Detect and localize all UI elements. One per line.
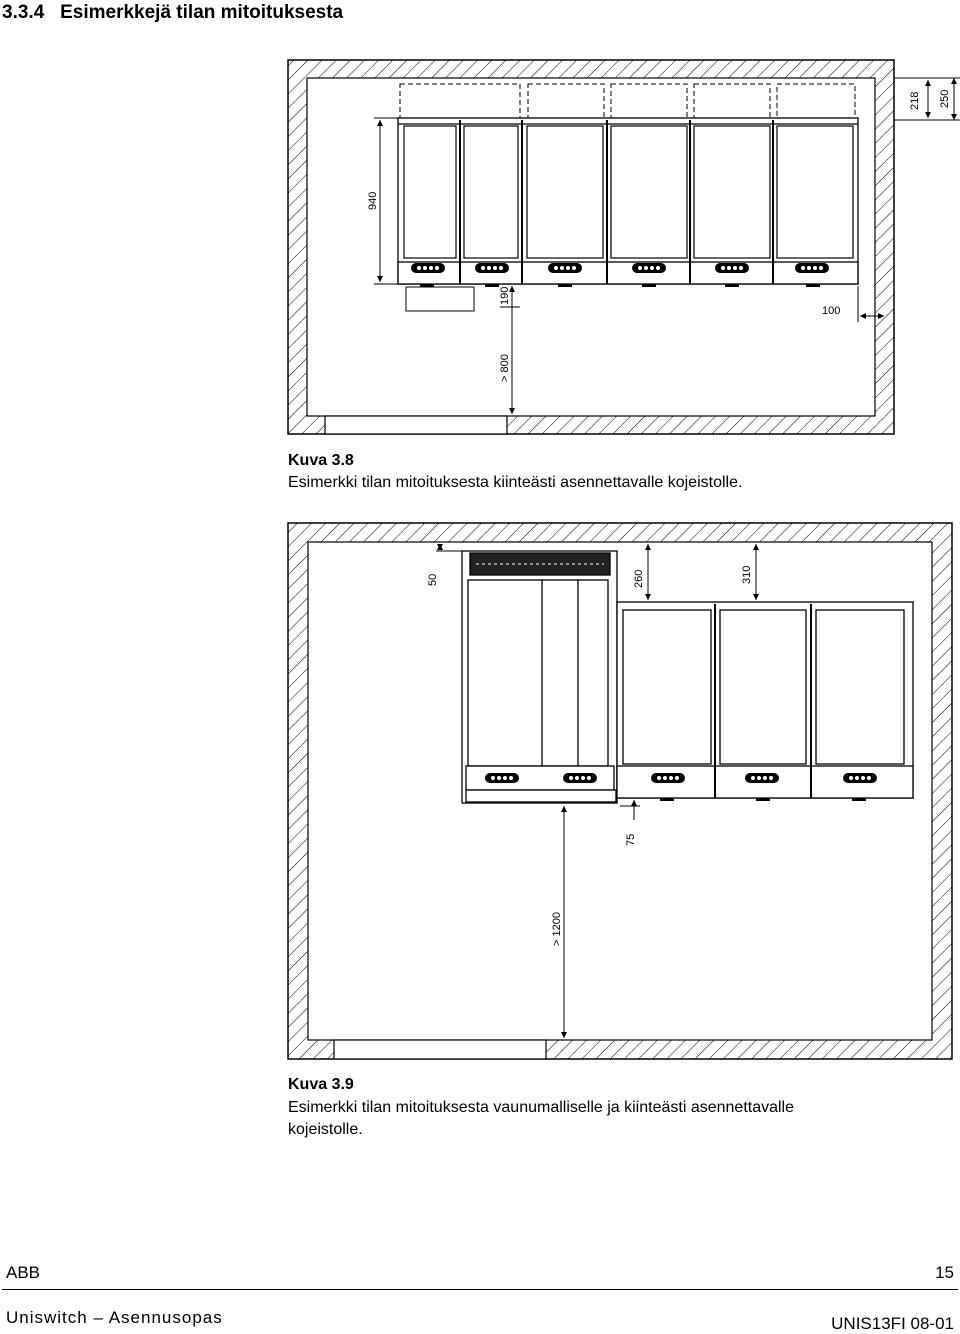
section-number: 3.3.4 <box>2 2 45 23</box>
dim-50: 50 <box>427 573 439 586</box>
figure-3-9-caption-line-1: Esimerkki tilan mitoituksesta vaunumalliselle ja kiinteästi asennettavalle <box>288 1099 795 1116</box>
footer-page-number: 15 <box>935 1263 954 1282</box>
footer-manual-title: Uniswitch – Asennusopas <box>6 1308 223 1327</box>
grip-fx-2 <box>745 773 779 783</box>
figure-3-8-drawing <box>0 0 960 450</box>
dim-250: 250 <box>939 89 951 108</box>
withdrawable-unit <box>462 551 617 803</box>
footer-rule <box>2 1289 958 1290</box>
footer-doc-code: UNIS13FI 08-01 <box>831 1314 954 1333</box>
figure-3-8-label: Kuva 3.8 <box>288 452 354 469</box>
grip-wu-2 <box>563 773 597 783</box>
dim-75: 75 <box>625 833 637 846</box>
cubicle-panels <box>404 126 853 258</box>
grip-fx-1 <box>651 773 685 783</box>
dim-218: 218 <box>909 91 921 110</box>
grip-wu-1 <box>485 773 519 783</box>
grip-fx-3 <box>843 773 877 783</box>
section-title: Esimerkkejä tilan mitoituksesta <box>60 2 344 23</box>
dim-800: > 800 <box>499 354 511 382</box>
cable-box <box>406 287 474 311</box>
dim-940: 940 <box>367 191 379 210</box>
dim-190: 190 <box>499 286 511 305</box>
dim-100: 100 <box>822 305 841 317</box>
footer-brand: ABB <box>6 1263 41 1282</box>
figure-3-8-caption: Esimerkki tilan mitoituksesta kiinteästi asennettavalle kojeistolle. <box>288 474 743 491</box>
fixed-cubicles <box>617 602 913 798</box>
figure-3-9-label: Kuva 3.9 <box>288 1076 354 1093</box>
dim-1200: > 1200 <box>551 912 563 946</box>
figure-3-9-drawing <box>0 520 960 1080</box>
dim-310: 310 <box>741 565 753 584</box>
figure-3-9-caption-line-2: kojeistolle. <box>288 1121 363 1138</box>
dim-260: 260 <box>633 569 645 588</box>
